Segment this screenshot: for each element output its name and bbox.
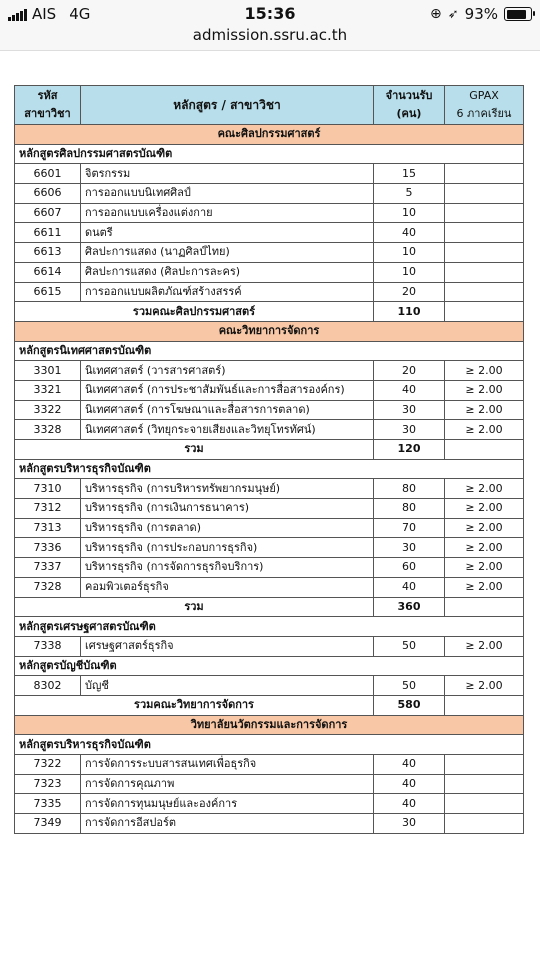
table-row — [15, 774, 524, 794]
major-name: นิเทศศาสตร์ (การโฆษณาและสื่อสารการตลาด) — [81, 400, 374, 420]
major-code: 7322 — [15, 755, 81, 775]
table-row — [15, 400, 524, 420]
major-code: 7313 — [15, 518, 81, 538]
battery-icon — [504, 7, 532, 21]
major-name: ดนตรี — [81, 223, 374, 243]
subtotal-row — [15, 440, 524, 460]
major-name: ศิลปะการแสดง (ศิลปะการละคร) — [81, 262, 374, 282]
major-name: การจัดการคุณภาพ — [81, 774, 374, 794]
subtotal-value: 120 — [374, 440, 445, 460]
major-code: 7310 — [15, 479, 81, 499]
subtotal-value: 360 — [374, 597, 445, 617]
major-name: จิตรกรรม — [81, 164, 374, 184]
gpax-requirement: ≥ 2.00 — [445, 558, 524, 578]
location-arrow-icon: ➶ — [447, 6, 459, 22]
gpax-requirement: ≥ 2.00 — [445, 577, 524, 597]
major-name: การออกแบบนิเทศศิลป์ — [81, 184, 374, 204]
status-time: 15:36 — [244, 4, 296, 23]
major-name: คอมพิวเตอร์ธุรกิจ — [81, 577, 374, 597]
faculty-total-value: 110 — [374, 302, 445, 322]
seat-count: 5 — [374, 184, 445, 204]
table-row — [15, 243, 524, 263]
major-code: 3321 — [15, 380, 81, 400]
major-name: ศิลปะการแสดง (นาฏศิลป์ไทย) — [81, 243, 374, 263]
table-row — [15, 223, 524, 243]
major-name: เศรษฐศาสตร์ธุรกิจ — [81, 636, 374, 656]
major-name: บริหารธุรกิจ (การประกอบการธุรกิจ) — [81, 538, 374, 558]
seat-count: 10 — [374, 262, 445, 282]
major-code: 7335 — [15, 794, 81, 814]
header-program: หลักสูตร / สาขาวิชา — [81, 86, 374, 125]
rotation-lock-icon: ⊕ — [430, 6, 442, 22]
subtotal-gpax-empty — [445, 597, 524, 617]
seat-count: 70 — [374, 518, 445, 538]
table-body — [15, 125, 524, 834]
program-row — [15, 144, 524, 164]
program-row — [15, 735, 524, 755]
subtotal-row — [15, 597, 524, 617]
table-row — [15, 203, 524, 223]
faculty-row — [15, 125, 524, 145]
major-name: บริหารธุรกิจ (การบริหารทรัพยากรมนุษย์) — [81, 479, 374, 499]
major-code: 7338 — [15, 636, 81, 656]
seat-count: 20 — [374, 282, 445, 302]
gpax-requirement: ≥ 2.00 — [445, 518, 524, 538]
gpax-requirement — [445, 755, 524, 775]
gpax-requirement — [445, 282, 524, 302]
gpax-requirement — [445, 774, 524, 794]
major-name: นิเทศศาสตร์ (การประชาสัมพันธ์และการสื่อสารองค์กร) — [81, 380, 374, 400]
gpax-requirement: ≥ 2.00 — [445, 676, 524, 696]
table-row — [15, 420, 524, 440]
gpax-requirement — [445, 164, 524, 184]
seat-count: 50 — [374, 636, 445, 656]
major-code: 7323 — [15, 774, 81, 794]
table-row — [15, 361, 524, 381]
major-code: 6607 — [15, 203, 81, 223]
table-row — [15, 636, 524, 656]
faculty-total-label: รวมคณะศิลปกรรมศาสตร์ — [15, 302, 374, 322]
major-name: นิเทศศาสตร์ (วิทยุกระจายเสียงและวิทยุโทรทัศน์) — [81, 420, 374, 440]
page-content — [0, 51, 540, 960]
subtotal-gpax-empty — [445, 440, 524, 460]
seat-count: 40 — [374, 755, 445, 775]
major-name: การออกแบบเครื่องแต่งกาย — [81, 203, 374, 223]
major-code: 7337 — [15, 558, 81, 578]
faculty-name: คณะวิทยาการจัดการ — [15, 321, 524, 341]
major-code: 6611 — [15, 223, 81, 243]
table-row — [15, 518, 524, 538]
faculty-total-value: 580 — [374, 695, 445, 715]
gpax-requirement: ≥ 2.00 — [445, 361, 524, 381]
program-name: หลักสูตรบริหารธุรกิจบัณฑิต — [15, 459, 524, 479]
table-row — [15, 499, 524, 519]
major-name: การจัดการทุนมนุษย์และองค์การ — [81, 794, 374, 814]
gpax-requirement: ≥ 2.00 — [445, 636, 524, 656]
seat-count: 80 — [374, 499, 445, 519]
carrier-name: AIS — [32, 5, 57, 23]
table-row — [15, 794, 524, 814]
faculty-total-gpax-empty — [445, 302, 524, 322]
program-row — [15, 341, 524, 361]
seat-count: 30 — [374, 420, 445, 440]
seat-count: 15 — [374, 164, 445, 184]
major-code: 7312 — [15, 499, 81, 519]
browser-url-bar[interactable] — [0, 26, 540, 51]
program-row — [15, 459, 524, 479]
table-row — [15, 282, 524, 302]
major-name: การจัดการอีสปอร์ต — [81, 814, 374, 834]
faculty-row — [15, 715, 524, 735]
major-code: 6614 — [15, 262, 81, 282]
battery-percent: 93% — [464, 5, 498, 23]
table-row — [15, 184, 524, 204]
gpax-requirement — [445, 223, 524, 243]
major-name: บริหารธุรกิจ (การเงินการธนาคาร) — [81, 499, 374, 519]
seat-count: 30 — [374, 814, 445, 834]
gpax-requirement: ≥ 2.00 — [445, 538, 524, 558]
major-code: 6606 — [15, 184, 81, 204]
seat-count: 40 — [374, 794, 445, 814]
major-code: 6615 — [15, 282, 81, 302]
gpax-requirement — [445, 262, 524, 282]
major-name: บริหารธุรกิจ (การจัดการธุรกิจบริการ) — [81, 558, 374, 578]
gpax-requirement: ≥ 2.00 — [445, 420, 524, 440]
table-row — [15, 164, 524, 184]
subtotal-label: รวม — [15, 440, 374, 460]
major-code: 6601 — [15, 164, 81, 184]
table-row — [15, 676, 524, 696]
subtotal-label: รวม — [15, 597, 374, 617]
faculty-row — [15, 321, 524, 341]
table-row — [15, 262, 524, 282]
program-row — [15, 656, 524, 676]
major-code: 7349 — [15, 814, 81, 834]
seat-count: 10 — [374, 243, 445, 263]
faculty-name: คณะศิลปกรรมศาสตร์ — [15, 125, 524, 145]
program-row — [15, 617, 524, 637]
gpax-requirement — [445, 814, 524, 834]
seat-count: 30 — [374, 400, 445, 420]
seat-count: 10 — [374, 203, 445, 223]
seat-count: 40 — [374, 223, 445, 243]
program-name: หลักสูตรเศรษฐศาสตรบัณฑิต — [15, 617, 524, 637]
gpax-requirement: ≥ 2.00 — [445, 499, 524, 519]
gpax-requirement: ≥ 2.00 — [445, 380, 524, 400]
table-row — [15, 577, 524, 597]
table-row — [15, 755, 524, 775]
table-row — [15, 380, 524, 400]
seat-count: 60 — [374, 558, 445, 578]
gpax-requirement: ≥ 2.00 — [445, 400, 524, 420]
status-bar — [0, 0, 540, 26]
network-type: 4G — [69, 5, 91, 23]
header-seats: จำนวนรับ (คน) — [374, 86, 445, 125]
seat-count: 40 — [374, 380, 445, 400]
gpax-requirement — [445, 184, 524, 204]
major-code: 3322 — [15, 400, 81, 420]
major-code: 7328 — [15, 577, 81, 597]
gpax-requirement: ≥ 2.00 — [445, 479, 524, 499]
major-name: การออกแบบผลิตภัณฑ์สร้างสรรค์ — [81, 282, 374, 302]
table-row — [15, 479, 524, 499]
program-name: หลักสูตรบัญชีบัณฑิต — [15, 656, 524, 676]
major-code: 3328 — [15, 420, 81, 440]
faculty-name: วิทยาลัยนวัตกรรมและการจัดการ — [15, 715, 524, 735]
header-gpax: GPAX 6 ภาคเรียน — [445, 86, 524, 125]
seat-count: 50 — [374, 676, 445, 696]
major-name: การจัดการระบบสารสนเทศเพื่อธุรกิจ — [81, 755, 374, 775]
table-header-row — [15, 86, 524, 125]
major-name: นิเทศศาสตร์ (วารสารศาสตร์) — [81, 361, 374, 381]
faculty-total-row — [15, 695, 524, 715]
gpax-requirement — [445, 243, 524, 263]
major-code: 6613 — [15, 243, 81, 263]
table-row — [15, 558, 524, 578]
program-name: หลักสูตรบริหารธุรกิจบัณฑิต — [15, 735, 524, 755]
status-right — [430, 5, 532, 23]
major-name: บัญชี — [81, 676, 374, 696]
table-row — [15, 814, 524, 834]
faculty-total-label: รวมคณะวิทยาการจัดการ — [15, 695, 374, 715]
url-text[interactable]: admission.ssru.ac.th — [192, 26, 348, 44]
major-name: บริหารธุรกิจ (การตลาด) — [81, 518, 374, 538]
seat-count: 30 — [374, 538, 445, 558]
seat-count: 80 — [374, 479, 445, 499]
seat-count: 20 — [374, 361, 445, 381]
major-code: 3301 — [15, 361, 81, 381]
gpax-requirement — [445, 794, 524, 814]
seat-count: 40 — [374, 774, 445, 794]
gpax-requirement — [445, 203, 524, 223]
program-name: หลักสูตรนิเทศศาสตรบัณฑิต — [15, 341, 524, 361]
header-code: รหัส สาขาวิชา — [15, 86, 81, 125]
table-row — [15, 538, 524, 558]
program-name: หลักสูตรศิลปกรรมศาสตรบัณฑิต — [15, 144, 524, 164]
major-code: 8302 — [15, 676, 81, 696]
faculty-total-gpax-empty — [445, 695, 524, 715]
major-code: 7336 — [15, 538, 81, 558]
admission-table — [14, 85, 524, 834]
faculty-total-row — [15, 302, 524, 322]
seat-count: 40 — [374, 577, 445, 597]
